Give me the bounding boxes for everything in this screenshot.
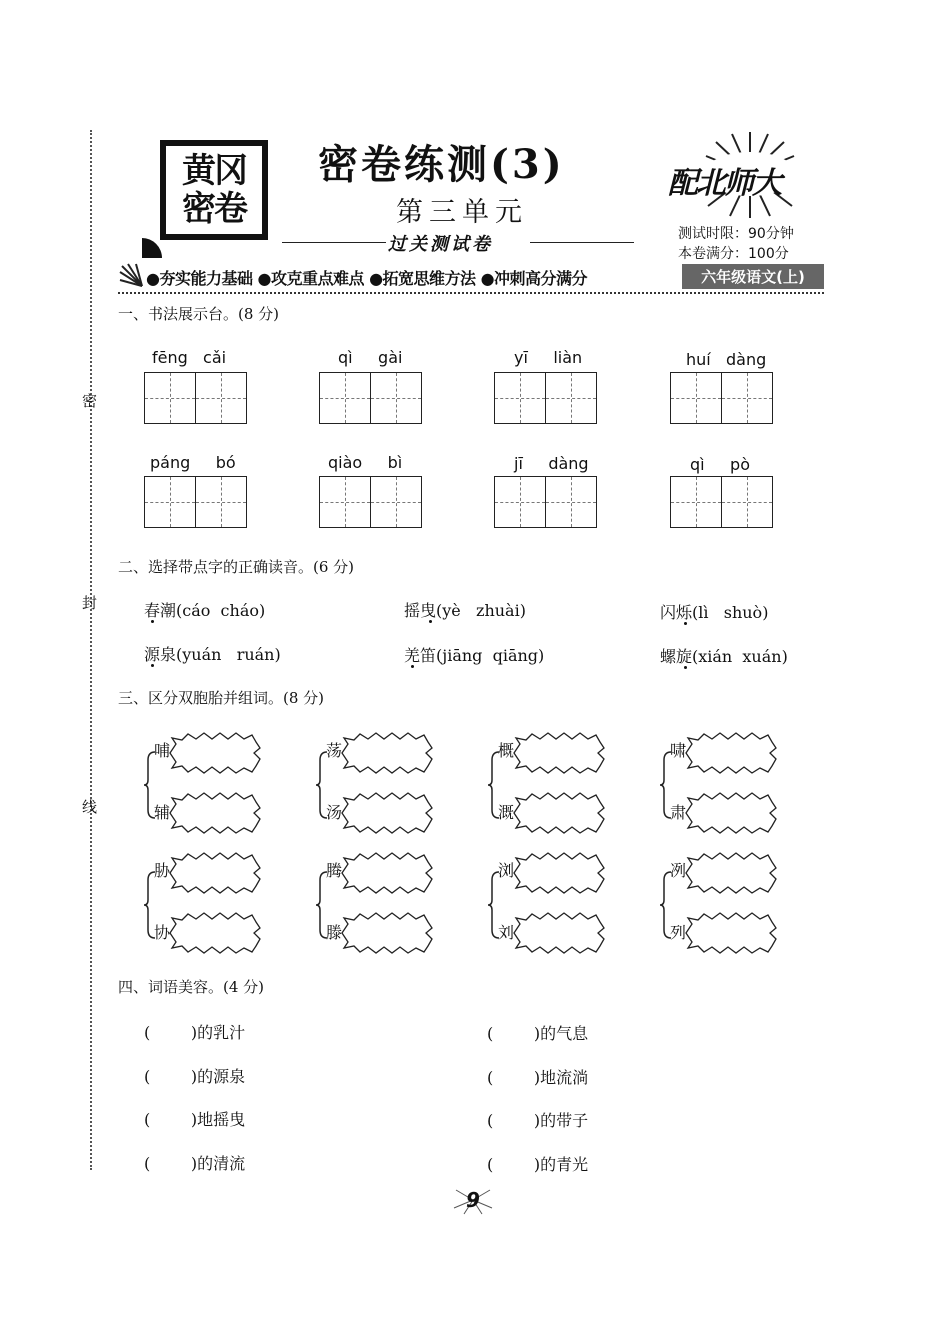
corner-fan-icon [140,236,164,260]
side-char-mi: 密 [82,392,98,410]
reading-item: 闪烁(lì shuò) [660,603,769,622]
pair-char-top: 冽 [670,861,687,880]
fill-blank-item[interactable]: ( )的带子 [487,1111,589,1130]
answer-bubble[interactable] [510,732,606,774]
page-number: 9 [466,1188,480,1212]
character-pair [144,852,304,962]
writing-grid[interactable] [494,476,598,528]
answer-bubble[interactable] [510,852,606,894]
reading-item: 羌笛(jiāng qiāng) [404,646,545,665]
pair-char-top: 荡 [326,741,343,760]
character-pair [144,732,304,842]
writing-grid[interactable] [319,372,423,424]
pinyin-label: yī liàn [514,348,583,367]
logo-line-2: 密卷 [182,189,246,229]
banner-burst-icon [118,262,144,288]
pair-char-bottom: 辅 [154,803,171,822]
logo-line-1: 黄冈 [182,151,246,191]
test-label: 过关测试卷 [388,234,493,255]
unit-subtitle: 第三单元 [396,197,528,228]
pinyin-label: jī dàng [514,454,589,473]
huanggang-logo [160,140,268,240]
answer-bubble[interactable] [338,852,434,894]
pair-char-bottom: 汤 [326,803,343,822]
fill-blank-item[interactable]: ( )的源泉 [144,1067,246,1086]
answer-bubble[interactable] [682,732,778,774]
answer-bubble[interactable] [338,732,434,774]
emphasis-dot [151,620,154,623]
brand-text: 配北师大 [668,166,780,201]
writing-grid[interactable] [144,372,248,424]
answer-bubble[interactable] [682,792,778,834]
answer-bubble[interactable] [682,912,778,954]
reading-item: 螺旋(xián xuán) [660,647,788,666]
character-pair [316,852,476,962]
section1-heading: 一、书法展示台。(8 分) [118,305,280,323]
section3-heading: 三、区分双胞胎并组词。(8 分) [118,689,325,707]
rule-right [530,242,634,243]
pinyin-label: páng bó [150,453,236,472]
pinyin-label: qì pò [690,455,750,474]
reading-item: 摇曳(yè zhuài) [404,601,526,620]
header-divider [118,292,824,294]
page-title: 密卷练测(3) [318,141,565,188]
side-char-xian: 线 [82,798,98,816]
answer-bubble[interactable] [338,792,434,834]
binding-dotted-line [90,130,92,1170]
pair-char-top: 概 [498,741,515,760]
fill-blank-item[interactable]: ( )的清流 [144,1154,246,1173]
pinyin-label: qiào bì [328,453,403,472]
emphasis-dot [151,664,154,667]
character-pair [660,852,820,962]
answer-bubble[interactable] [682,852,778,894]
pair-char-bottom: 列 [670,923,687,942]
pair-char-top: 腾 [326,861,343,880]
answer-bubble[interactable] [166,732,262,774]
pinyin-label: qì gài [338,348,403,367]
character-pair [660,732,820,842]
answer-bubble[interactable] [166,792,262,834]
answer-bubble[interactable] [166,852,262,894]
side-char-feng: 封 [82,594,98,612]
writing-grid[interactable] [670,476,774,528]
emphasis-dot [411,665,414,668]
fill-blank-item[interactable]: ( )的气息 [487,1024,589,1043]
fill-blank-item[interactable]: ( )的青光 [487,1155,589,1174]
slogan-banner: ●夯实能力基础 ●攻克重点难点 ●拓宽思维方法 ●冲刺高分满分 [146,269,588,288]
pair-char-top: 胁 [154,861,171,880]
emphasis-dot [684,666,687,669]
pair-char-bottom: 刘 [498,923,515,942]
emphasis-dot [429,620,432,623]
pair-char-bottom: 溉 [498,803,515,822]
pair-char-bottom: 协 [154,923,171,942]
full-score: 本卷满分：100分 [678,246,789,262]
pair-char-top: 浏 [498,861,515,880]
time-limit: 测试时限：90分钟 [678,226,794,242]
answer-bubble[interactable] [510,792,606,834]
pinyin-label: huí dàng [686,350,767,369]
character-pair [488,852,648,962]
pair-char-bottom: 肃 [670,803,687,822]
pair-char-top: 啸 [670,741,687,760]
fill-blank-item[interactable]: ( )地摇曳 [144,1110,246,1129]
pinyin-label: fēng cǎi [152,348,227,367]
reading-item: 源泉(yuán ruán) [144,645,281,664]
answer-bubble[interactable] [338,912,434,954]
character-pair [316,732,476,842]
rule-left [282,242,386,243]
answer-bubble[interactable] [166,912,262,954]
writing-grid[interactable] [494,372,598,424]
reading-item: 春潮(cáo cháo) [144,601,266,620]
fill-blank-item[interactable]: ( )的乳汁 [144,1023,246,1042]
answer-bubble[interactable] [510,912,606,954]
section2-heading: 二、选择带点字的正确读音。(6 分) [118,558,355,576]
fill-blank-item[interactable]: ( )地流淌 [487,1068,589,1087]
grade-label: 六年级语文(上) [682,264,824,289]
writing-grid[interactable] [319,476,423,528]
emphasis-dot [684,622,687,625]
section4-heading: 四、词语美容。(4 分) [118,978,265,996]
character-pair [488,732,648,842]
writing-grid[interactable] [144,476,248,528]
pair-char-bottom: 滕 [326,923,343,942]
pair-char-top: 哺 [154,741,171,760]
writing-grid[interactable] [670,372,774,424]
